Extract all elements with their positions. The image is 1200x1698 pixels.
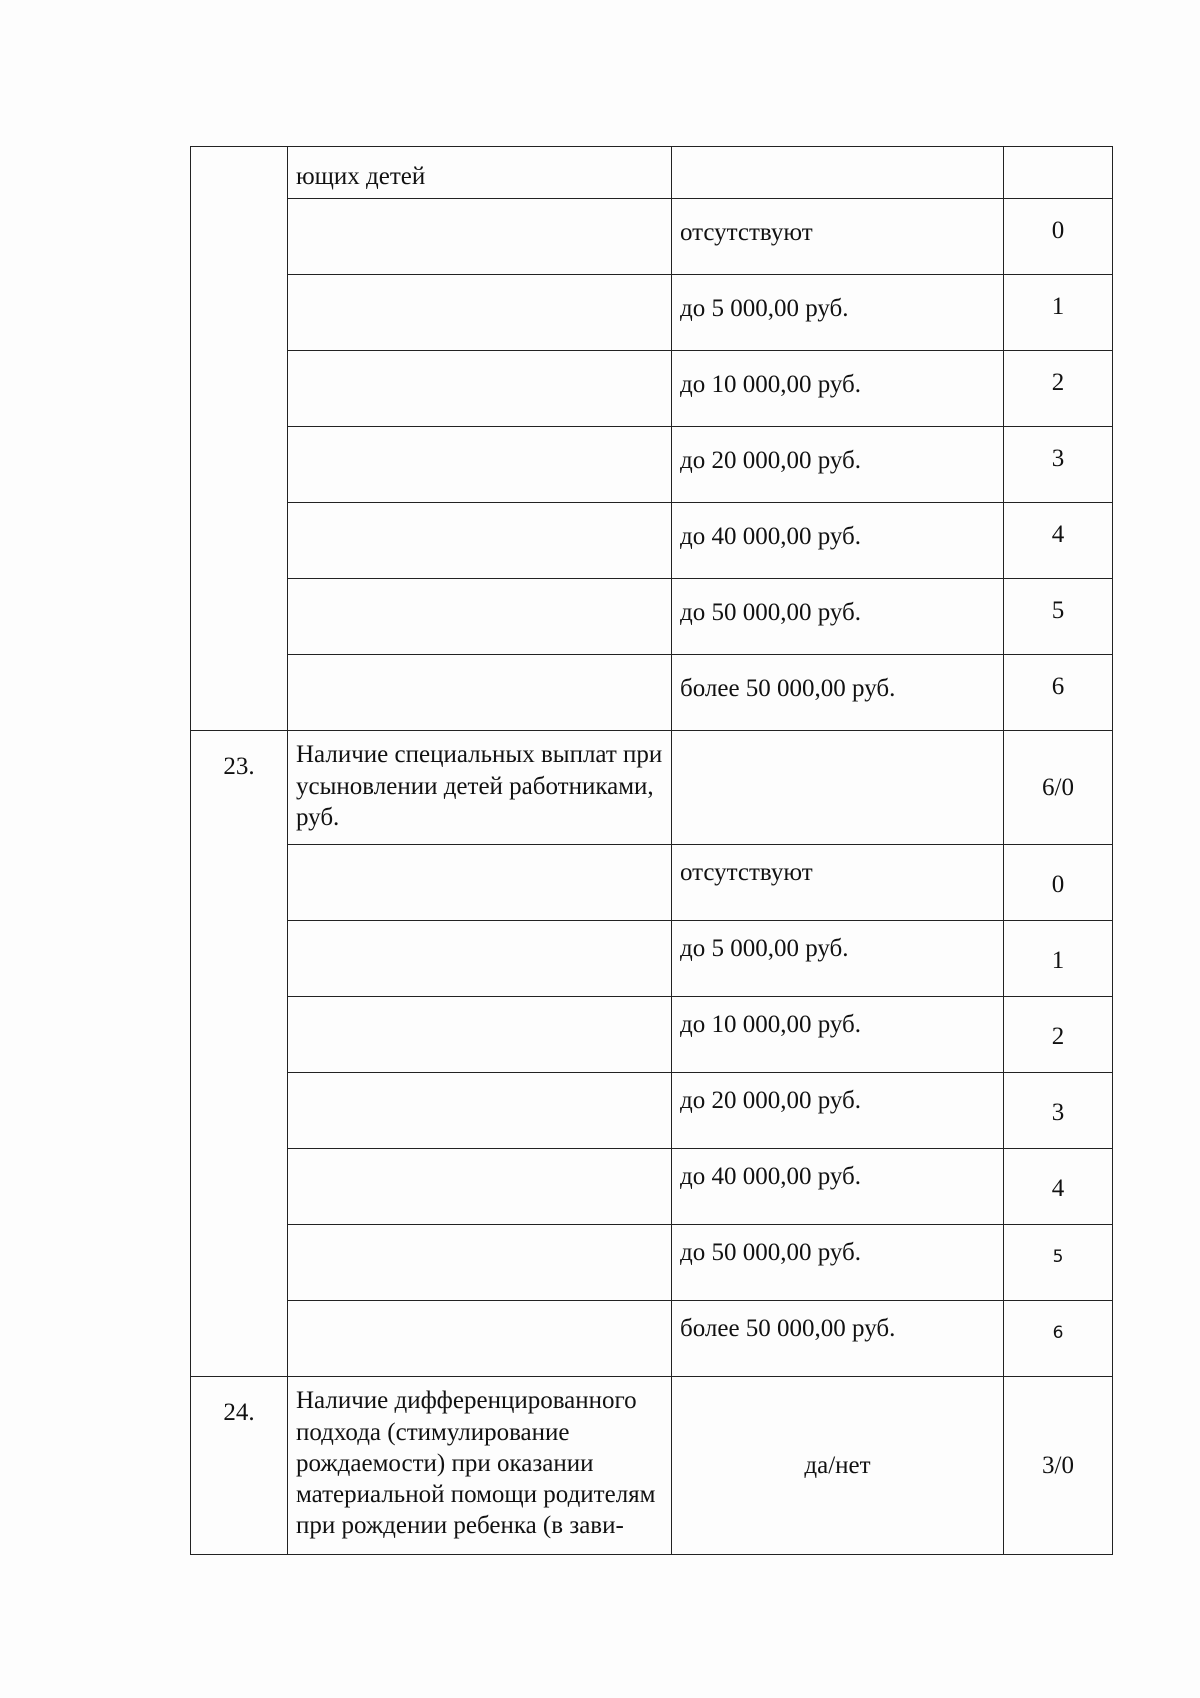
option-cell: более 50 000,00 руб.: [672, 1301, 1004, 1377]
table-row-item-24: [191, 1377, 1113, 1555]
max-score: 6/0: [1004, 731, 1113, 845]
criterion-cell: [288, 275, 672, 351]
score-cell: 1: [1004, 921, 1113, 997]
table-row: [191, 351, 1113, 427]
criterion-cell: [288, 997, 672, 1073]
option-cell: до 5 000,00 руб.: [672, 921, 1004, 997]
option-cell: [672, 147, 1004, 199]
option-cell: да/нет: [672, 1377, 1004, 1555]
criterion-cell: [288, 845, 672, 921]
criterion-cell: [288, 1149, 672, 1225]
table-row: [191, 655, 1113, 731]
table-row: [191, 275, 1113, 351]
table-row: [191, 1301, 1113, 1377]
option-cell: отсутствуют: [672, 199, 1004, 275]
table-row: [191, 1073, 1113, 1149]
number-cell: [191, 147, 288, 731]
table-row: [191, 503, 1113, 579]
criterion-cell: [288, 1225, 672, 1301]
criterion-text: Наличие дифференцированного подхода (стимулирование рождаемости) при оказании материальной помощи родителям при рождении ребенка (в зави-: [288, 1377, 672, 1555]
score-cell: 2: [1004, 997, 1113, 1073]
score-cell: 5: [1004, 579, 1113, 655]
score-cell: 0: [1004, 199, 1113, 275]
table-row: [191, 1149, 1113, 1225]
table-row: [191, 427, 1113, 503]
option-cell: до 40 000,00 руб.: [672, 1149, 1004, 1225]
item-number: 24.: [191, 1377, 288, 1555]
table-row-item-23: [191, 731, 1113, 845]
table-row: [191, 921, 1113, 997]
score-cell: 3: [1004, 427, 1113, 503]
option-cell: до 50 000,00 руб.: [672, 1225, 1004, 1301]
score-cell: 0: [1004, 845, 1113, 921]
option-cell: более 50 000,00 руб.: [672, 655, 1004, 731]
option-cell: до 10 000,00 руб.: [672, 351, 1004, 427]
item-number: 23.: [191, 731, 288, 1377]
criterion-cell: [288, 655, 672, 731]
table-row: [191, 579, 1113, 655]
criterion-cell: [288, 579, 672, 655]
criteria-table: [190, 146, 1113, 1555]
score-cell: 4: [1004, 1149, 1113, 1225]
criterion-cell: ющих детей: [288, 147, 672, 199]
option-cell: [672, 731, 1004, 845]
option-cell: до 10 000,00 руб.: [672, 997, 1004, 1073]
score-cell: 4: [1004, 503, 1113, 579]
score-cell: 1: [1004, 275, 1113, 351]
table-row: [191, 1225, 1113, 1301]
option-cell: до 40 000,00 руб.: [672, 503, 1004, 579]
option-cell: до 20 000,00 руб.: [672, 427, 1004, 503]
score-cell: [1004, 147, 1113, 199]
max-score: 3/0: [1004, 1377, 1113, 1555]
criterion-cell: [288, 1073, 672, 1149]
score-cell: [1004, 1225, 1113, 1301]
criterion-cell: [288, 199, 672, 275]
score-cell: 2: [1004, 351, 1113, 427]
criterion-cell: [288, 503, 672, 579]
score-cell: [1004, 1301, 1113, 1377]
score-value: 5: [1052, 1247, 1064, 1268]
criterion-cell: [288, 427, 672, 503]
option-cell: до 50 000,00 руб.: [672, 579, 1004, 655]
score-cell: 3: [1004, 1073, 1113, 1149]
table-row: [191, 845, 1113, 921]
score-cell: 6: [1004, 655, 1113, 731]
criterion-cell: [288, 921, 672, 997]
score-value: 6: [1052, 1323, 1064, 1344]
option-cell: до 5 000,00 руб.: [672, 275, 1004, 351]
option-cell: до 20 000,00 руб.: [672, 1073, 1004, 1149]
table-row: [191, 199, 1113, 275]
criterion-cell: [288, 351, 672, 427]
criterion-text: Наличие специальных выплат при усыновлении детей работниками, руб.: [288, 731, 672, 845]
option-cell: отсутствуют: [672, 845, 1004, 921]
table-row: [191, 147, 1113, 199]
table-row: [191, 997, 1113, 1073]
criterion-cell: [288, 1301, 672, 1377]
